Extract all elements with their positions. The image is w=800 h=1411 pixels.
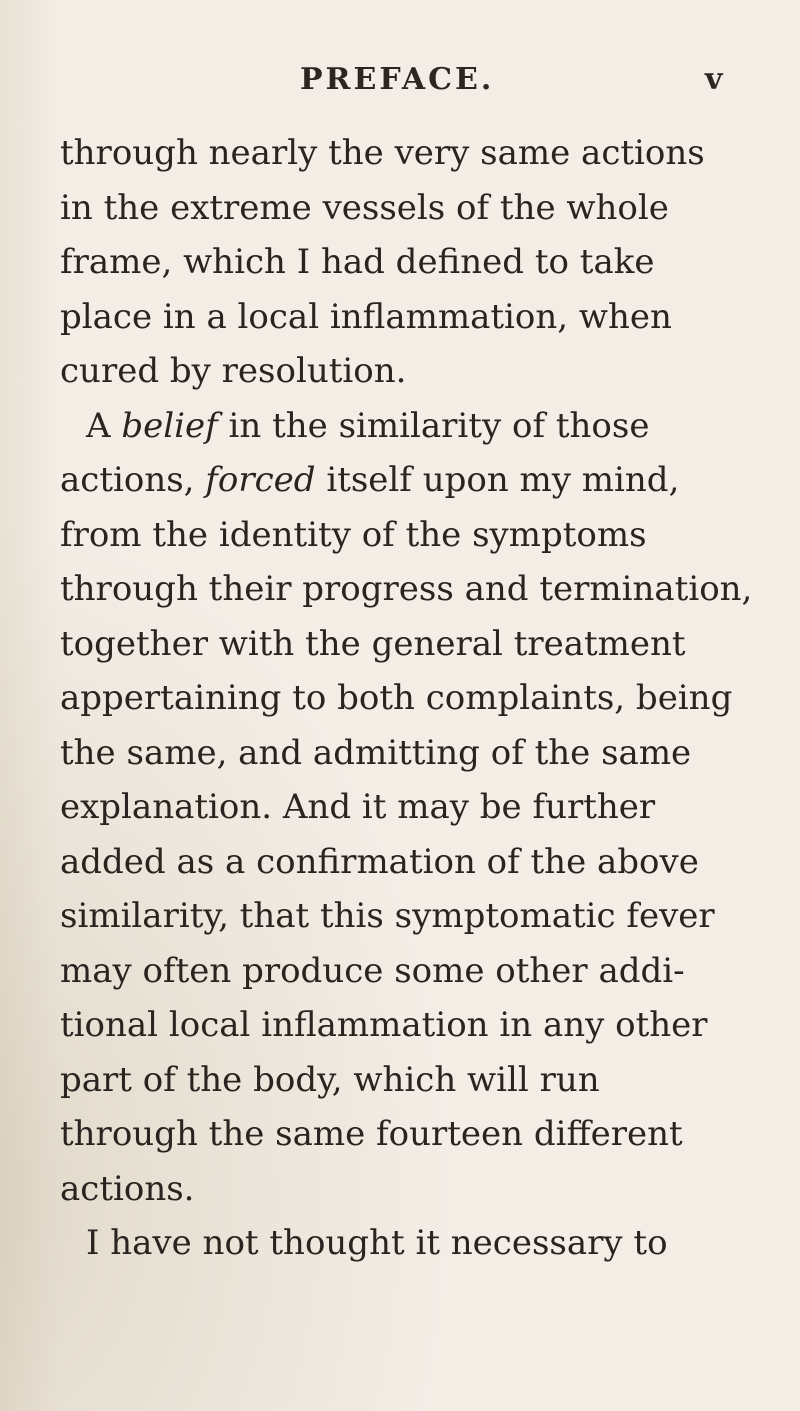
- text-line: from the identity of the symptoms: [60, 514, 647, 555]
- text-line: tional local inflammation in any other: [60, 1005, 708, 1045]
- text-line: together with the general treatment: [60, 623, 686, 664]
- text-line: A belief in the similarity of those: [86, 405, 650, 446]
- text-line: cured by resolution.: [60, 351, 407, 391]
- text-line: part of the body, which will run: [60, 1059, 600, 1100]
- text-line: similarity, that this symptomatic fever: [60, 896, 715, 936]
- text-line: I have not thought it necessary to: [86, 1223, 668, 1263]
- text-line: the same, and admitting of the same: [60, 732, 692, 773]
- text-line: through the same fourteen different: [60, 1114, 683, 1154]
- page-header: [0, 62, 800, 102]
- italic-word: belief: [121, 405, 218, 446]
- body-text: [60, 126, 753, 1271]
- text-line: in the extreme vessels of the whole: [60, 187, 669, 228]
- text-line: actions.: [60, 1168, 195, 1209]
- text-line: added as a confirmation of the above: [60, 841, 699, 882]
- page-number: v: [705, 62, 723, 97]
- text-line: through nearly the very same actions: [60, 133, 705, 173]
- running-title: PREFACE.: [300, 62, 495, 97]
- text-line: actions, forced itself upon my mind,: [60, 460, 680, 500]
- text-line: explanation. And it may be further: [60, 787, 656, 827]
- text-line: may often produce some other addi-: [60, 950, 685, 991]
- text-line: frame, which I had defined to take: [60, 242, 655, 282]
- text-line: place in a local inflammation, when: [60, 296, 672, 337]
- text-line: appertaining to both complaints, being: [60, 678, 733, 718]
- italic-word: forced: [205, 460, 316, 500]
- text-line: through their progress and termination,: [60, 569, 753, 609]
